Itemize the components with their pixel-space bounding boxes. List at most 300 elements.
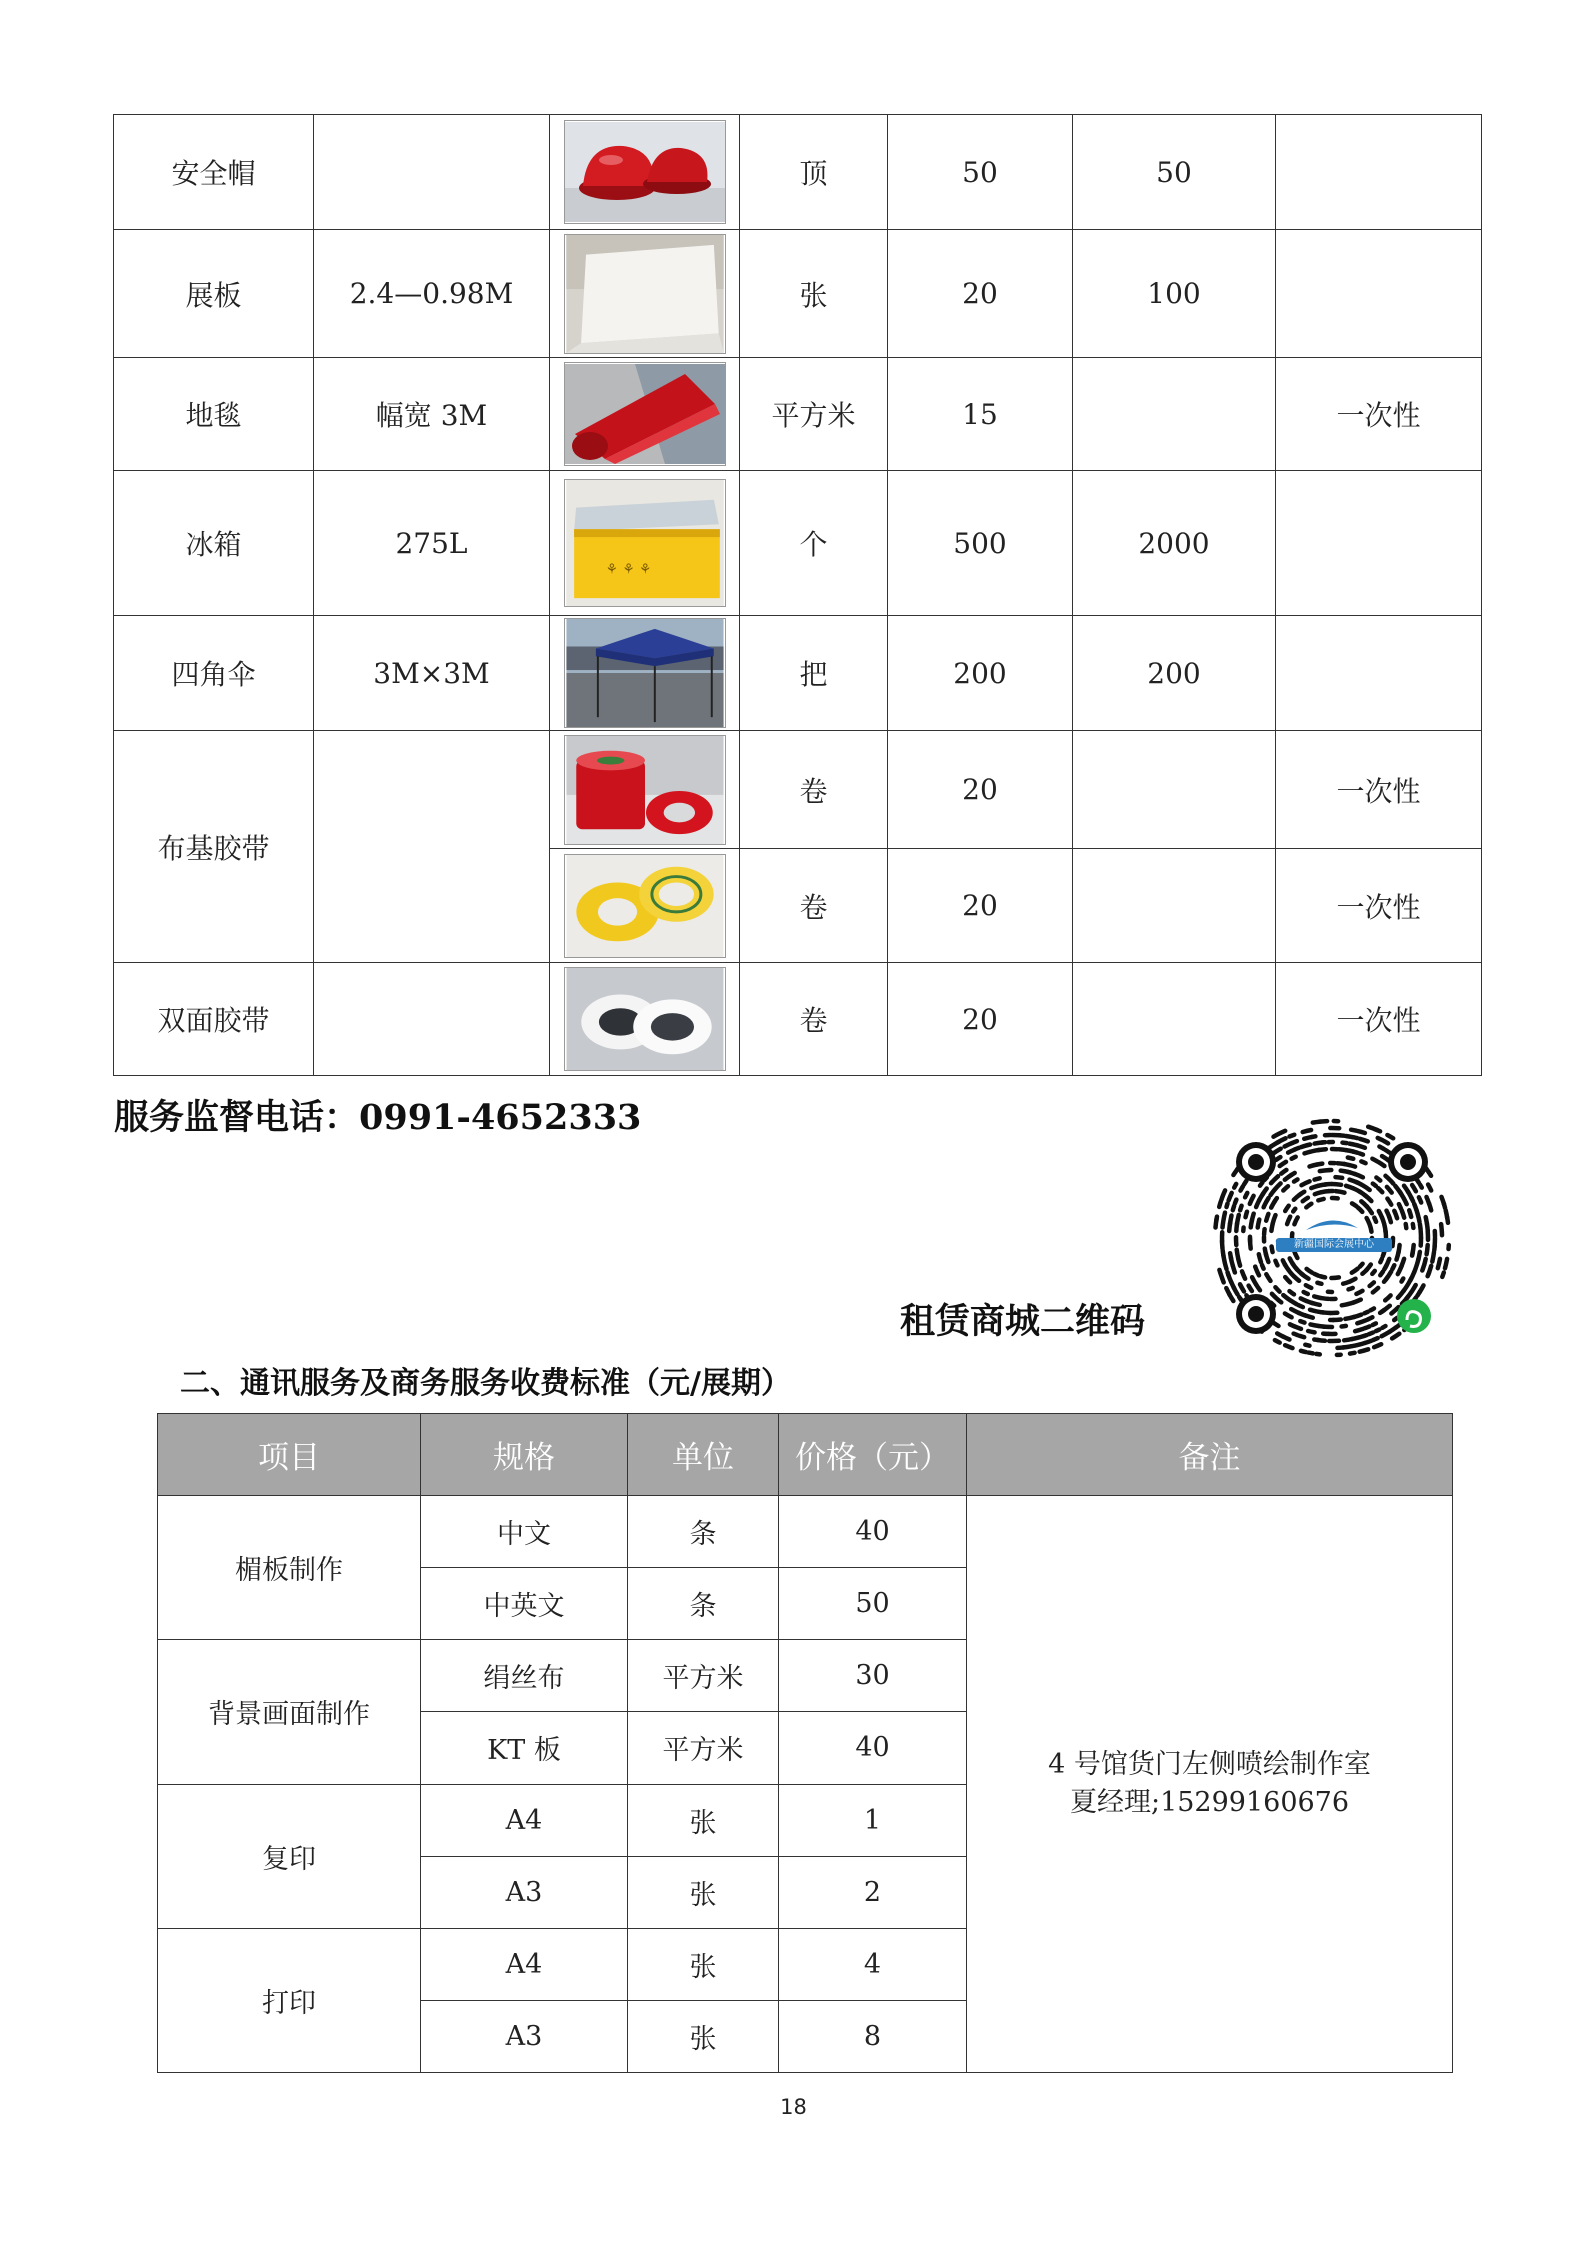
qr-dash (1245, 1193, 1247, 1197)
qr-dash (1402, 1279, 1404, 1282)
fee-spec: A4 (421, 1928, 628, 2000)
item-value-2: 100 (1073, 230, 1276, 358)
qr-finder-eye (1400, 1154, 1416, 1170)
item-name: 四角伞 (114, 616, 314, 731)
qr-dash (1428, 1273, 1430, 1277)
item-note: 一次性 (1276, 963, 1482, 1076)
qr-dash (1294, 1217, 1297, 1224)
qr-dash (1361, 1161, 1365, 1163)
fee-item: 楣板制作 (158, 1496, 421, 1640)
item-spec: 3M×3M (314, 616, 550, 731)
qr-dash (1244, 1181, 1246, 1185)
qr-dash (1300, 1321, 1304, 1323)
item-name: 冰箱 (114, 471, 314, 616)
qr-dash (1429, 1172, 1431, 1176)
item-spec: 275L (314, 471, 550, 616)
qr-dash (1224, 1190, 1225, 1193)
qr-dash (1374, 1344, 1381, 1347)
qr-dash (1429, 1204, 1431, 1211)
qr-dash (1353, 1137, 1357, 1138)
fee-spec: A3 (421, 2000, 628, 2072)
qr-dash (1380, 1310, 1384, 1313)
qr-dash (1336, 1177, 1343, 1178)
qr-dash (1422, 1266, 1424, 1271)
qr-dash (1227, 1204, 1228, 1207)
qr-dash (1402, 1211, 1404, 1218)
item-value-1: 50 (888, 115, 1073, 230)
qr-dash (1277, 1299, 1281, 1303)
qr-dash (1316, 1164, 1322, 1165)
qr-dash (1428, 1185, 1431, 1191)
qr-dash (1392, 1334, 1399, 1339)
double-sided-tape-photo-icon (564, 967, 726, 1071)
qr-dash (1378, 1138, 1383, 1140)
qr-dash (1301, 1298, 1307, 1301)
white-panel-photo-icon (564, 234, 726, 354)
qr-dash (1351, 1166, 1355, 1167)
fee-item: 背景画面制作 (158, 1640, 421, 1784)
item-unit: 卷 (740, 849, 888, 963)
qr-dash (1263, 1189, 1267, 1195)
table-row (114, 731, 1482, 849)
fee-price: 4 (779, 1928, 967, 2000)
qr-dash (1420, 1185, 1422, 1188)
qr-dash (1320, 1276, 1325, 1277)
qr-dash (1360, 1139, 1368, 1142)
qr-finder-eye (1248, 1154, 1264, 1170)
item-value-1: 20 (888, 731, 1073, 849)
qr-dash (1442, 1273, 1444, 1277)
qr-dash (1283, 1186, 1288, 1190)
item-value-1: 15 (888, 358, 1073, 471)
qr-dash (1228, 1272, 1229, 1275)
qr-dash (1349, 1288, 1353, 1290)
fee-spec: 绢丝布 (421, 1640, 628, 1712)
qr-dash (1272, 1294, 1276, 1298)
item-value-1: 200 (888, 616, 1073, 731)
qr-dash (1379, 1162, 1385, 1166)
qr-dash (1233, 1206, 1234, 1210)
qr-dash (1380, 1259, 1382, 1263)
qr-dash (1318, 1199, 1323, 1201)
qr-dash (1387, 1135, 1393, 1138)
item-unit: 卷 (740, 963, 888, 1076)
fee-unit: 条 (628, 1496, 779, 1568)
fee-price: 40 (779, 1712, 967, 1784)
qr-dash (1367, 1206, 1372, 1213)
qr-dash (1370, 1308, 1374, 1310)
item-name: 展板 (114, 230, 314, 358)
qr-dash (1393, 1238, 1394, 1246)
qr-dash (1323, 1298, 1329, 1299)
qr-dash (1275, 1287, 1279, 1292)
item-spec: 2.4—0.98M (314, 230, 550, 358)
item-value-2: 50 (1073, 115, 1276, 230)
table-header-row (158, 1414, 1453, 1496)
qr-dash (1383, 1252, 1384, 1256)
qr-dash (1384, 1277, 1387, 1281)
qr-dash (1385, 1295, 1390, 1300)
item-spec: 幅宽 3M (314, 358, 550, 471)
qr-dash (1373, 1288, 1378, 1293)
qr-dash (1276, 1157, 1280, 1160)
qr-dash (1387, 1199, 1391, 1205)
qr-dash (1447, 1217, 1448, 1223)
qr-dash (1412, 1185, 1416, 1191)
item-unit: 个 (740, 471, 888, 616)
item-value-2: 2000 (1073, 471, 1276, 616)
column-header: 项目 (158, 1414, 421, 1496)
column-header: 备注 (967, 1414, 1453, 1496)
qr-dash (1317, 1283, 1321, 1284)
qr-dash (1259, 1254, 1261, 1262)
qr-dash (1219, 1270, 1221, 1276)
qr-dash (1290, 1258, 1294, 1264)
qr-dash (1342, 1304, 1348, 1305)
qr-dash (1432, 1252, 1434, 1262)
qr-dash (1369, 1333, 1373, 1335)
qr-dash (1314, 1296, 1321, 1298)
qr-dash (1350, 1353, 1355, 1354)
fee-unit: 张 (628, 1928, 779, 2000)
qr-dash (1310, 1310, 1316, 1312)
qr-dash (1370, 1224, 1372, 1231)
qr-dash (1283, 1295, 1290, 1300)
qr-dash (1255, 1267, 1259, 1276)
item-note (1276, 616, 1482, 731)
item-value-2 (1073, 358, 1276, 471)
qr-dash (1406, 1224, 1407, 1228)
item-unit: 张 (740, 230, 888, 358)
qr-dash (1392, 1265, 1394, 1269)
qr-dash (1397, 1252, 1399, 1260)
qr-dash (1291, 1173, 1295, 1176)
qr-dash (1241, 1186, 1244, 1190)
qr-dash (1240, 1206, 1242, 1211)
qr-dash (1357, 1320, 1366, 1323)
qr-dash (1353, 1152, 1358, 1153)
qr-dash (1355, 1329, 1363, 1331)
qr-dash (1235, 1200, 1237, 1204)
qr-dash (1216, 1217, 1217, 1221)
item-name: 地毯 (114, 358, 314, 471)
qr-dash (1360, 1349, 1369, 1351)
fee-unit: 平方米 (628, 1640, 779, 1712)
qr-dash (1293, 1209, 1295, 1212)
qr-dash (1358, 1207, 1363, 1212)
item-value-2 (1073, 849, 1276, 963)
qr-dash (1260, 1183, 1262, 1186)
qr-dash (1375, 1129, 1380, 1131)
qr-dash (1295, 1148, 1299, 1150)
qr-dash (1249, 1286, 1252, 1291)
table-row (158, 1496, 1453, 1568)
qr-dash (1252, 1214, 1254, 1221)
qr-dash (1332, 1184, 1341, 1185)
qr-dash (1384, 1141, 1388, 1143)
qr-dash (1339, 1135, 1344, 1136)
column-header: 单位 (628, 1414, 779, 1496)
qr-dash (1275, 1198, 1277, 1201)
qr-dash (1359, 1343, 1364, 1345)
qr-dash (1445, 1259, 1447, 1268)
qr-dash (1419, 1217, 1420, 1222)
canopy-tent-photo-icon (564, 618, 726, 728)
qr-dash (1364, 1312, 1367, 1314)
qr-dash (1376, 1330, 1379, 1332)
qr-dash (1280, 1162, 1286, 1166)
qr-dash (1287, 1217, 1290, 1225)
fee-unit: 张 (628, 2000, 779, 2072)
fee-unit: 条 (628, 1568, 779, 1640)
qr-dash (1398, 1266, 1402, 1275)
qr-dash (1411, 1198, 1413, 1202)
qr-dash (1308, 1331, 1315, 1332)
fee-price: 1 (779, 1784, 967, 1856)
qr-dash (1306, 1204, 1311, 1208)
qr-dash (1434, 1245, 1435, 1250)
fee-price: 8 (779, 2000, 967, 2072)
qr-dash (1229, 1193, 1232, 1201)
qr-code-icon[interactable] (1196, 1116, 1468, 1360)
qr-dash (1299, 1336, 1304, 1338)
item-name: 双面胶带 (114, 963, 314, 1076)
qr-dash (1314, 1340, 1318, 1341)
fee-price: 30 (779, 1640, 967, 1712)
qr-dash (1379, 1147, 1384, 1150)
qr-dash (1283, 1260, 1285, 1265)
qr-dash (1303, 1130, 1311, 1132)
qr-dash (1309, 1353, 1313, 1354)
qr-dash (1427, 1245, 1428, 1254)
item-value-2 (1073, 963, 1276, 1076)
item-value-2 (1073, 731, 1276, 849)
item-spec (314, 731, 550, 963)
qr-dash (1230, 1216, 1232, 1225)
qr-dash (1373, 1184, 1376, 1186)
qr-dash (1290, 1324, 1295, 1326)
qr-dash (1399, 1204, 1401, 1209)
qr-dash (1372, 1271, 1375, 1274)
qr-dash (1250, 1196, 1254, 1204)
fee-spec: 中文 (421, 1496, 628, 1568)
qr-dash (1264, 1229, 1265, 1234)
qr-dash (1306, 1285, 1312, 1288)
qr-dash (1376, 1178, 1380, 1181)
table-row (114, 115, 1482, 230)
qr-dash (1351, 1130, 1356, 1131)
qr-dash (1338, 1347, 1345, 1348)
qr-dash (1356, 1291, 1362, 1294)
qr-dash (1242, 1271, 1245, 1278)
qr-dash (1223, 1250, 1224, 1255)
qr-dash (1343, 1143, 1347, 1144)
fee-note-location: 4 号馆货门左侧喷绘制作室 (1048, 1749, 1371, 1780)
qr-dash (1356, 1145, 1365, 1148)
qr-dash (1360, 1153, 1364, 1154)
qr-dash (1252, 1277, 1256, 1284)
qr-dash (1380, 1272, 1383, 1276)
qr-dash (1266, 1274, 1270, 1281)
qr-dash (1294, 1179, 1298, 1181)
table-row (114, 616, 1482, 731)
item-note: 一次性 (1276, 731, 1482, 849)
qr-dash (1365, 1326, 1370, 1328)
qr-dash (1378, 1188, 1382, 1192)
fee-unit: 张 (628, 1784, 779, 1856)
item-value-2: 200 (1073, 616, 1276, 731)
fee-spec: A4 (421, 1784, 628, 1856)
qr-dash (1344, 1339, 1353, 1341)
qr-dash (1354, 1174, 1363, 1178)
item-spec (314, 963, 550, 1076)
qr-dash (1386, 1231, 1387, 1237)
qr-dash (1342, 1326, 1346, 1327)
rental-table (113, 114, 1482, 1076)
qr-dash (1389, 1217, 1391, 1222)
item-unit: 把 (740, 616, 888, 731)
fee-item: 打印 (158, 1928, 421, 2072)
fee-item: 复印 (158, 1784, 421, 1928)
yellow-freezer-photo-icon (564, 479, 726, 607)
item-note: 一次性 (1276, 358, 1482, 471)
qr-dash (1438, 1259, 1440, 1268)
qr-dash (1271, 1176, 1278, 1183)
fee-table (157, 1413, 1453, 2073)
qr-dash (1223, 1213, 1225, 1221)
qr-dash (1316, 1354, 1320, 1355)
qr-dash (1362, 1270, 1366, 1274)
table-row (114, 471, 1482, 616)
qr-finder-eye (1248, 1306, 1264, 1322)
qr-dash (1291, 1309, 1299, 1313)
qr-dash (1368, 1317, 1373, 1319)
service-hotline: 服务监督电话：0991-4652333 (114, 1097, 642, 1138)
qr-dash (1374, 1218, 1376, 1222)
qr-dash (1273, 1215, 1276, 1224)
qr-dash (1305, 1345, 1309, 1346)
qr-dash (1285, 1345, 1292, 1348)
qr-dash (1398, 1290, 1404, 1298)
qr-dash (1315, 1178, 1320, 1179)
qr-dash (1240, 1284, 1244, 1291)
qr-dash (1265, 1249, 1266, 1256)
red-carpet-roll-photo-icon (564, 362, 726, 466)
qr-dash (1292, 1157, 1296, 1159)
qr-dash (1301, 1351, 1306, 1352)
column-header: 价格（元） (779, 1414, 967, 1496)
qr-dash (1365, 1195, 1372, 1201)
qr-dash (1307, 1269, 1312, 1273)
qr-dash (1298, 1305, 1303, 1307)
column-header: 规格 (421, 1414, 628, 1496)
fee-spec: KT 板 (421, 1712, 628, 1784)
fee-spec: 中英文 (421, 1568, 628, 1640)
item-name: 安全帽 (114, 115, 314, 230)
qr-dash (1363, 1185, 1370, 1190)
section-heading: 二、通讯服务及商务服务收费标准（元/展期） (180, 1366, 791, 1401)
qr-dash (1386, 1176, 1390, 1180)
fee-note-contact: 夏经理;15299160676 (1069, 1787, 1350, 1818)
qr-dash (1336, 1191, 1345, 1193)
table-row (114, 963, 1482, 1076)
qr-dash (1280, 1131, 1286, 1134)
qr-dash (1275, 1183, 1281, 1189)
qr-dash (1391, 1181, 1394, 1184)
table-row (114, 230, 1482, 358)
item-value-1: 500 (888, 471, 1073, 616)
qr-dash (1331, 1277, 1339, 1278)
qr-dash (1311, 1324, 1319, 1326)
qr-dash (1277, 1333, 1283, 1336)
item-note (1276, 230, 1482, 358)
qr-dash (1266, 1214, 1268, 1221)
qr-dash (1285, 1277, 1290, 1282)
qr-dash (1237, 1250, 1239, 1259)
qr-dash (1302, 1181, 1310, 1185)
page-number: 18 (780, 2095, 807, 2119)
fee-note (967, 1496, 1453, 2073)
qr-dash (1239, 1297, 1241, 1301)
qr-dash (1418, 1292, 1421, 1296)
table-row (114, 358, 1482, 471)
qr-dash (1343, 1282, 1349, 1284)
red-tape-photo-icon (564, 735, 726, 845)
qr-dash (1384, 1265, 1386, 1269)
qr-dash (1277, 1138, 1286, 1142)
qr-dash (1285, 1206, 1289, 1211)
fee-price: 2 (779, 1856, 967, 1928)
fee-spec: A3 (421, 1856, 628, 1928)
qr-dash (1275, 1340, 1280, 1343)
qr-dash (1420, 1224, 1421, 1229)
item-value-1: 20 (888, 963, 1073, 1076)
qr-dash (1360, 1264, 1363, 1267)
qr-dash (1386, 1150, 1390, 1153)
qr-dash (1444, 1204, 1445, 1209)
qr-dash (1290, 1291, 1295, 1294)
qr-dash (1237, 1215, 1239, 1224)
qr-dash (1394, 1318, 1397, 1320)
qr-dash (1314, 1274, 1318, 1276)
svg-text:⚘ ⚘ ⚘: ⚘ ⚘ ⚘ (605, 561, 651, 578)
qr-dash (1348, 1158, 1354, 1159)
qr-dash (1419, 1197, 1421, 1202)
qr-dash (1320, 1121, 1327, 1122)
qr-caption: 租赁商城二维码 (900, 1301, 1146, 1342)
qr-dash (1409, 1210, 1411, 1217)
qr-dash (1358, 1131, 1365, 1133)
fee-price: 50 (779, 1568, 967, 1640)
qr-logo-label: 新疆国际会展中心 (1276, 1238, 1392, 1252)
item-value-1: 20 (888, 849, 1073, 963)
qr-dash (1370, 1282, 1374, 1286)
item-unit: 卷 (740, 731, 888, 849)
qr-dash (1382, 1326, 1385, 1328)
qr-dash (1412, 1252, 1413, 1256)
item-note (1276, 115, 1482, 230)
red-helmet-photo-icon (564, 120, 726, 224)
qr-dash (1234, 1184, 1236, 1188)
qr-dash (1285, 1314, 1292, 1318)
qr-dash (1413, 1224, 1414, 1228)
qr-dash (1387, 1187, 1392, 1193)
qr-dash (1373, 1323, 1376, 1325)
qr-dash (1258, 1220, 1260, 1228)
item-note: 一次性 (1276, 849, 1482, 963)
qr-dash (1267, 1198, 1269, 1201)
item-unit: 平方米 (740, 358, 888, 471)
